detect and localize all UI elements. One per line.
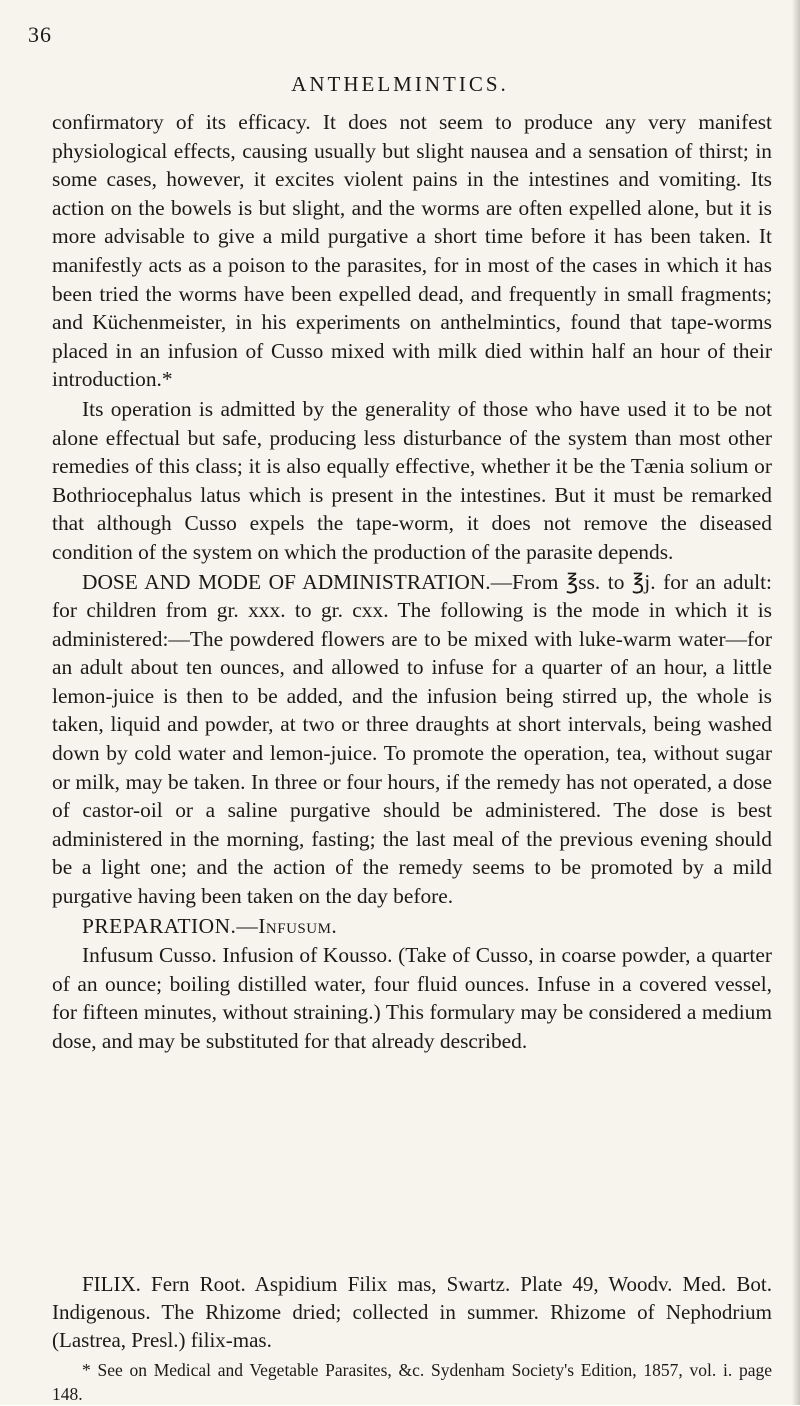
paragraph-preparation: PREPARATION.—Infusum. — [82, 913, 338, 938]
paragraph-dose: DOSE AND MODE OF ADMINISTRATION.—From ℥ss. to ℥j. for an adult: for children from gr. xxx. to gr. cxx. The following is the mode in which it is administered:—The powdered flowers are to be mixed with luke-warm water—for an adult about ten ounces, and allowed to infuse for a quarter of an hour, a little lemon-juice is then to be added, and the infusion being stirred up, the whole is taken, liquid and powder, at two or three draughts at short intervals, being washed down by cold water and lemon-juice. To promote the operation, tea, without sugar or milk, may be taken. In three or four hours, if the remedy has not operated, a dose of castor-oil or a saline purgative should be administered. The dose is best administered in the morning, fasting; the last meal of the previous evening should be a light one; and the action of the remedy seems to be promoted by a mild purgative having been taken on the day before. — [52, 569, 772, 909]
page-edge-shadow — [792, 0, 800, 1405]
footnote: * See on Medical and Vegetable Parasites, &c. Sydenham Society's Edition, 1857, vol. i. page 148. — [52, 1360, 772, 1404]
main-text — [52, 108, 772, 1056]
paragraph-efficacy: confirmatory of its efficacy. It does not seem to produce any very manifest physiological effects, causing usually but slight nausea and a sensation of thirst; in some cases, however, it excites violent pains in the intestines and vomiting. Its action on the bowels is but slight, and the worms are often expelled alone, but it is more advisable to give a mild purgative a short time before it has been taken. It manifestly acts as a poison to the parasites, for in most of the cases in which it has been tried the worms have been expelled dead, and frequently in small fragments; and Küchenmeister, in his experiments on anthelmintics, found that tape-worms placed in an infusion of Cusso mixed with milk died within half an hour of their introduction.* — [52, 110, 772, 392]
paragraph-operation: Its operation is admitted by the generality of those who have used it to be not alone effectual but safe, producing less disturbance of the system than most other remedies of this class; it is also equally effective, whether it be the Tænia solium or Bothriocephalus latus which is present in the intestines. But it must be remarked that although Cusso expels the tape-worm, it does not remove the diseased condition of the system on which the production of the parasite depends. — [52, 396, 772, 564]
filix-entry-block — [52, 1270, 772, 1354]
paragraph-infusum: Infusum Cusso. Infusion of Kousso. (Take of Cusso, in coarse powder, a quarter of an ounce; boiling distilled water, four fluid ounces. Infuse in a covered vessel, for fifteen minutes, without straining.) This formulary may be considered a medium dose, and may be substituted for that already described. — [52, 943, 772, 1053]
filix-entry: FILIX. Fern Root. Aspidium Filix mas, Swartz. Plate 49, Woodv. Med. Bot. Indigenous. The Rhizome dried; collected in summer. Rhizome of Nephodrium (Lastrea, Presl.) filix-mas. — [52, 1272, 772, 1352]
running-head: ANTHELMINTICS. — [291, 72, 509, 96]
page-number: 36 — [28, 22, 52, 47]
footnote-block — [52, 1358, 772, 1406]
